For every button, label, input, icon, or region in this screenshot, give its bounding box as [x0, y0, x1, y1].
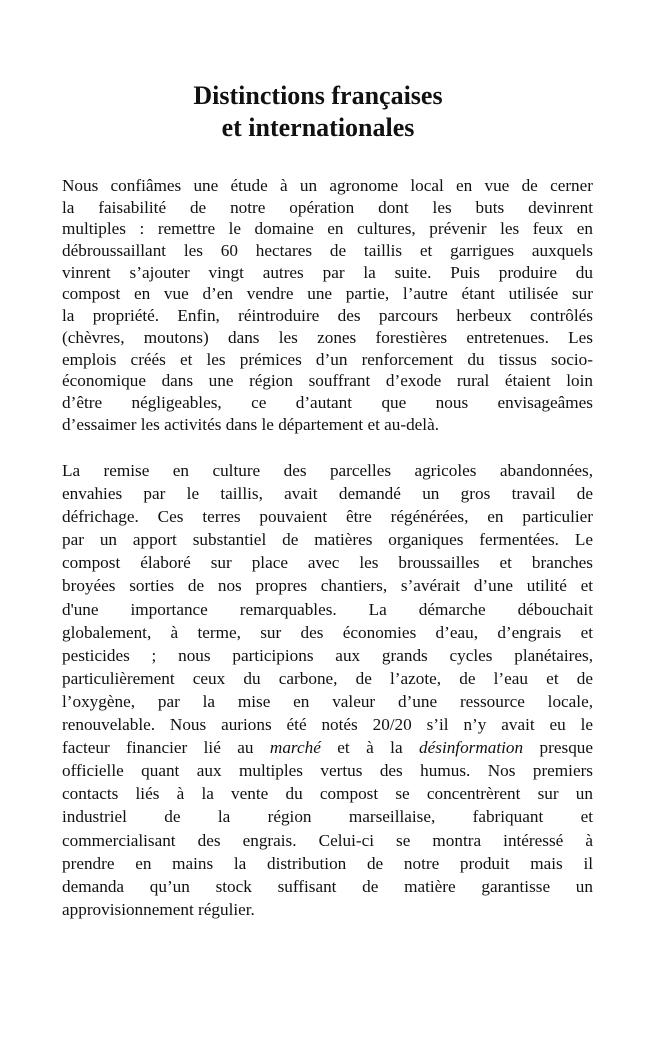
text-segment: facteur financier lié au	[62, 738, 270, 758]
text-line: approvisionnement régulier.	[62, 899, 255, 919]
title-line: Distinctions françaises	[193, 81, 443, 110]
text-line: broyées sorties de nos propres chantiers, s’avérait d’une utilité et	[62, 576, 593, 596]
text-line: d'une importance remarquables. La démarche débouchait	[62, 599, 593, 619]
text-line: économique dans une région souffrant d’exode rural étaient loin	[62, 371, 593, 391]
text-line: par un apport substantiel de matières organiques fermentées. Le	[62, 530, 593, 550]
text-line	[62, 736, 593, 759]
text-line: Nous confiâmes une étude à un agronome local en vue de cerner	[62, 176, 593, 195]
text-line: particulièrement ceux du carbone, de l’azote, de l’eau et de	[62, 668, 593, 688]
text-line: débroussaillant les 60 hectares de taillis et garrigues auxquels	[62, 241, 593, 261]
text-line: défrichage. Ces terres pouvaient être régénérées, en particulier	[62, 507, 593, 527]
text-line: pesticides ; nous participions aux grands cycles planétaires,	[62, 645, 593, 665]
text-line: contacts liés à la vente du compost se concentrèrent sur un	[62, 784, 593, 804]
italic-word: marché	[269, 738, 321, 758]
title-line: et internationales	[221, 113, 415, 142]
text-line: officielle quant aux multiples vertus des humus. Nos premiers	[62, 761, 593, 781]
page-title	[0, 80, 636, 144]
text-line: compost élaboré sur place avec les broussailles et branches	[62, 553, 593, 573]
text-line: globalement, à terme, sur des économies d’eau, d’engrais et	[62, 622, 593, 642]
text-segment: et à la	[320, 738, 420, 758]
text-line: d’être négligeables, ce d’autant que nous envisageâmes	[62, 392, 593, 412]
text-line: vinrent s’ajouter vingt autres par la suite. Puis produire du	[62, 262, 593, 282]
italic-word: désinformation	[419, 738, 524, 758]
text-segment: presque	[523, 738, 594, 758]
paragraph-2	[62, 459, 593, 921]
text-line: commercialisant des engrais. Celui-ci se montra intéressé à	[62, 830, 593, 850]
text-line: l’oxygène, par la mise en valeur d’une ressource locale,	[62, 691, 593, 711]
text-line: multiples : remettre le domaine en cultures, prévenir les feux en	[62, 219, 593, 239]
text-line: envahies par le taillis, avait demandé un gros travail de	[62, 484, 593, 504]
text-line: d’essaimer les activités dans le département et au-delà.	[62, 414, 440, 434]
paragraph-1	[62, 175, 593, 435]
text-line: renouvelable. Nous aurions été notés 20/20 s’il n’y avait eu le	[62, 715, 593, 735]
text-line: demanda qu’un stock suffisant de matière garantisse un	[62, 876, 593, 896]
text-line: compost en vue d’en vendre une partie, l’autre étant utilisée sur	[62, 284, 593, 304]
text-line: emplois créés et les prémices d’un renforcement du tissus socio-	[62, 349, 593, 369]
text-line: prendre en mains la distribution de notre produit mais il	[62, 853, 593, 873]
text-line: industriel de la région marseillaise, fabriquant et	[62, 807, 593, 827]
text-line: la faisabilité de notre opération dont les buts devinrent	[62, 197, 593, 217]
text-line: la propriété. Enfin, réintroduire des parcours herbeux contrôlés	[62, 306, 593, 326]
text-line: (chèvres, moutons) dans les zones forestières entretenues. Les	[62, 327, 593, 347]
text-line: La remise en culture des parcelles agricoles abandonnées,	[62, 461, 593, 480]
